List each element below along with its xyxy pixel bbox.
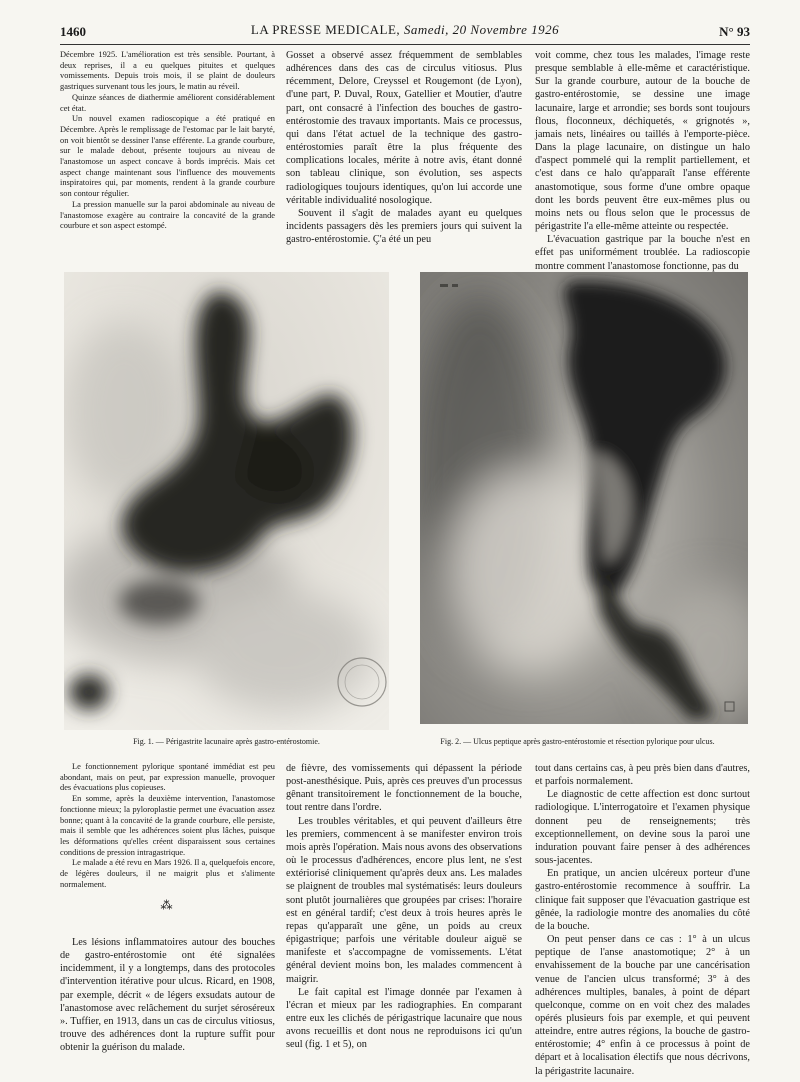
page-number: 1460 [60, 24, 86, 39]
bottom-column-3 [535, 762, 750, 1078]
issue-number: N° 93 [719, 24, 750, 39]
paragraph: voit comme, chez tous les malades, l'image reste presque semblable à elle-même et caractéristique. Sur la grande courbure, autour de la bouche de gastro-entérostomie, se dessine une image lacunaire, large et arrondie; ses bords sont toujours flous, floconneux, déchiquetés, « grignotés », jamais nets, linéaires ou taillés à l'emporte-pièce. Dans la plage lacunaire, on distingue un halo d'aspect pommelé qui la remplit partiellement, et c'est dans ce halo qu'apparaît l'anse efférente anastomotique, sous forme d'une ombre opaque dont les bords peuvent être eux-mêmes plus ou moins nets ou flous selon que le processus de périgastrite l'a elle-même atteinte ou respectée. [535, 50, 750, 233]
running-header [60, 22, 750, 44]
bottom-column-2 [286, 762, 522, 1051]
paragraph: Souvent il s'agit de malades ayant eu quelques incidents passagers dès les premiers jours qui suivent la gastro-entérostomie. Ç'a été un peu [286, 207, 522, 246]
paragraph: Un nouvel examen radioscopique a été pratiqué en Décembre. Après le remplissage de l'estomac par le lait baryté, on voit bientôt se dessiner l'anse efférente. La grande courbure, sur le malade debout, présente toujours au niveau de l'anastomose un aspect concave à bords imprécis. Mais cet aspect change maintenant sous l'influence des mouvements inspiratoires qui, par moments, rendent à la grande courbure son contour régulier. [60, 114, 275, 199]
journal-name: LA PRESSE MEDICALE, [250, 22, 401, 37]
header-rule [60, 44, 750, 45]
paragraph: Les lésions inflammatoires autour des bouches de gastro-entérostomie ont été signalées incidemment, il y a longtemps, dans des protocoles d'intervention itérative pour ulcus. Ricard, en 1908, par exemple, décrit « de légers exsudats autour de l'anastomose avec relâchement du surjet séroséreux ». Tuffier, en 1913, dans un cas de circulus vitiosus, trouve des adhérences dont la rupture suffit pour obtenir la guérison du malade. [60, 937, 275, 1054]
paragraph: Le fait capital est l'image donnée par l'examen à l'écran et mieux par les radiographies. En comparant entre eux les clichés de périgastrique lacunaire que nous avons recueillis et dont nous ne reproduisons ici qu'un seul (fig. 1 et 5), on [286, 986, 522, 1051]
journal-title [60, 22, 750, 38]
paragraph: tout dans certains cas, à peu près bien dans d'autres, et parfois normalement. [535, 763, 750, 788]
top-column-3 [535, 49, 750, 273]
section-separator: ⁂ [160, 898, 175, 913]
paragraph: Le malade a été revu en Mars 1926. Il a, quelquefois encore, de légères douleurs, il ne maigrit plus et s'alimente normalement. [60, 858, 275, 889]
paragraph: En somme, après la deuxième intervention, l'anastomose fonctionne mieux; la pyloroplastie permet une évacuation assez bonne; quant à la concavité de la grande courbure, elle persiste, mais il semble que les adhérences soient plus lâches, puisque les déformations qu'elles créent disparaissent sous certaines conditions de pression intragastrique. [60, 794, 275, 857]
issue-date: Samedi, 20 Novembre 1926 [403, 22, 560, 37]
paragraph: Quinze séances de diathermie améliorent considérablement cet état. [60, 92, 275, 113]
bottom-column-1 [60, 762, 275, 928]
figure-1-caption: Fig. 1. — Périgastrite lacunaire après gastro-entérostomie. [133, 737, 320, 746]
paragraph: Les troubles véritables, et qui peuvent d'ailleurs être les premiers, commencent à se manifester environ trois mois après l'opération. Mais nous avons des observations où le processus d'adhérences, encore plus lent, ne s'est extériorisé cliniquement qu'après deux ans. Les malades se plaignent de troubles mal systématisés: leurs douleurs sont plutôt journalières que groupées par crises: l'horaire est en général tardif; c'est deux à trois heures après le repas qu'apparaît une gêne, un poids au creux épigastrique; parfois une véritable douleur aiguë se manifeste et s'accompagne de vomissements. L'état général devient moins bon, les malades commencent à maigrir. [286, 815, 522, 985]
paragraph: Le fonctionnement pylorique spontané immédiat est peu abondant, mais on peut, par expression manuelle, provoquer des évacuations plus copieuses. [60, 762, 275, 793]
figure-1-radiograph [64, 272, 389, 730]
paragraph: La pression manuelle sur la paroi abdominale au niveau de l'anastomose exagère au contraire la concavité de la grande courbure et son aspect estompé. [60, 199, 275, 231]
paragraph: En pratique, un ancien ulcéreux porteur d'une gastro-entérostomie recommence à souffrir. La clinique fait supposer que l'évacuation gastrique est gênée, la radiologie montre des anomalies du côté de la bouche. [535, 868, 750, 932]
paragraph: Gosset a observé assez fréquemment de semblables adhérences dans des cas de circulus vitiosus. Plus récemment, Delore, Creyssel et Rougemont (de Lyon), d'une part, P. Duval, Roux, Gatellier et Moutier, d'autre part, ont consacré à l'infection des bouches de gastro-entérostomie des travaux importants. Mais ce processus, qui dans l'état actuel de la technique des gastro-entérostomies paraît être la plus fréquente des complications locales, mérite à notre avis, étant donné son tableau clinique, son évolution, ses aspects radiologiques toujours identiques, qu'on lui accorde une véritable individualité nosologique. [286, 50, 522, 206]
paragraph: L'évacuation gastrique par la bouche n'est en effet pas uniformément troublée. La radioscopie montre comment l'anastomose fonctionne, pas du [535, 234, 750, 272]
paragraph: Le diagnostic de cette affection est donc surtout radiologique. L'interrogatoire et l'examen physique donnent peu de renseignements; très exceptionnellement, on devine sous la paroi une induration pouvant faire penser à des adhérences sous-jacentes. [535, 789, 750, 867]
figure-2-caption: Fig. 2. — Ulcus peptique après gastro-entérostomie et résection pylorique pour ulcus. [440, 737, 715, 746]
paragraph: On peut penser dans ce cas : 1° à un ulcus peptique de l'anse anastomotique; 2° à un envahissement de la bouche par une cancérisation venue de l'ancien ulcus transformé; 3° à des adhérences multiples, banales, à point de départ quelconque, comme on en voit chez des malades opérés plusieurs fois par exemple, et qui peuvent atteindre, entre autres régions, la bouche de gastro-entérostomie; 4° enfin à ce processus à point de départ et à localisation électifs que nous décrivons, la périgastrite lacunaire. [535, 934, 750, 1077]
top-column-2 [286, 49, 522, 246]
paragraph: de fièvre, des vomissements qui dépassent la période post-anesthésique. Puis, après ces preuves d'un processus gênant transitoirement le fonctionnement de la bouche, tout rentre dans l'ordre. [286, 763, 522, 814]
paragraph: Décembre 1925. L'amélioration est très sensible. Pourtant, à deux reprises, il a eu quelques pituites et quelques vomissements. Depuis trois mois, il se plaint de douleurs gastriques survenant tous les jours, le matin au réveil. [60, 50, 275, 92]
top-column-1 [60, 50, 275, 232]
bottom-column-1-continued [60, 936, 275, 1054]
figure-2-radiograph [420, 272, 748, 724]
